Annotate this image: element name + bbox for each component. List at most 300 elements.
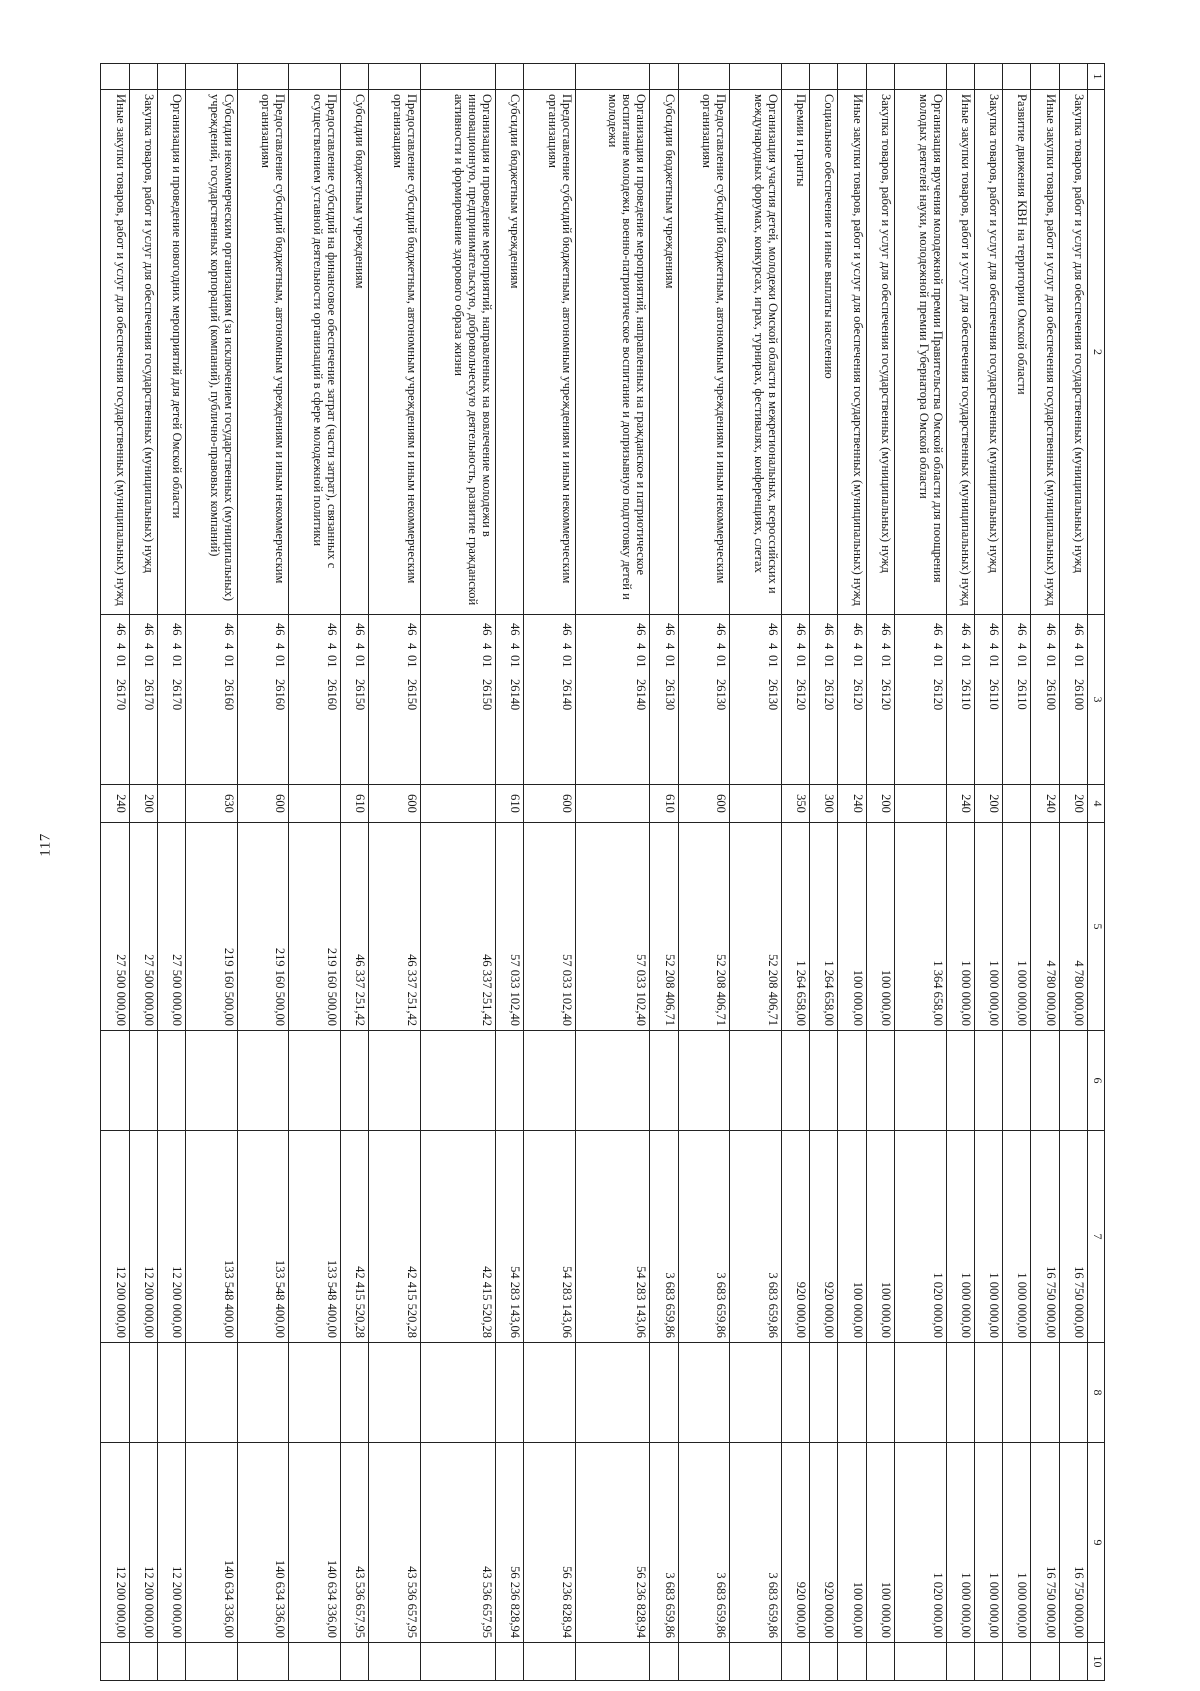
code-part: 26160 xyxy=(221,679,236,711)
code-part: 01 xyxy=(221,655,236,668)
row-index-cell xyxy=(974,64,1002,90)
code-part: 26140 xyxy=(634,679,649,711)
row-index-cell xyxy=(237,64,289,90)
expense-type-code xyxy=(895,785,947,823)
table-row xyxy=(1031,64,1059,1681)
amount-col-9: 56 236 828,94 xyxy=(495,1443,523,1643)
row-description: Предоставление субсидий бюджетным, автономным учреждениям и иным некоммерческим организациям xyxy=(237,90,289,615)
row-index-cell xyxy=(340,64,368,90)
row-description: Предоставление субсидий бюджетным, автономным учреждениям и иным некоммерческим организациям xyxy=(523,90,575,615)
code-part: 26170 xyxy=(113,679,128,711)
amount-col-10 xyxy=(101,1643,130,1681)
expense-type-code: 610 xyxy=(650,785,678,823)
code-part: 46 xyxy=(1015,623,1030,636)
amount-col-7: 3 683 659,86 xyxy=(650,1131,678,1343)
amount-col-10 xyxy=(523,1643,575,1681)
amount-col-9: 3 683 659,86 xyxy=(730,1443,782,1643)
row-index-cell xyxy=(678,64,730,90)
row-description: Организация участия детей, молодежи Омской области в межрегиональных, всероссийских и международных форумах, конкурсах, играх, турнирах, фестивалях, конференциях, слетах xyxy=(730,90,782,615)
amount-col-10 xyxy=(420,1643,495,1681)
expense-type-code xyxy=(1003,785,1031,823)
row-description: Субсидии бюджетным учреждениям xyxy=(495,90,523,615)
classification-code xyxy=(420,615,495,785)
amount-col-6 xyxy=(186,1031,238,1131)
code-part: 46 xyxy=(353,623,368,636)
code-part: 01 xyxy=(822,655,837,668)
column-header: 5 xyxy=(1088,823,1105,1031)
amount-col-7: 1 000 000,00 xyxy=(946,1131,974,1343)
amount-col-6 xyxy=(340,1031,368,1131)
amount-col-7: 12 200 000,00 xyxy=(129,1131,157,1343)
code-part: 01 xyxy=(930,655,945,668)
row-index-cell xyxy=(157,64,185,90)
expense-type-code: 610 xyxy=(340,785,368,823)
row-description: Закупка товаров, работ и услуг для обеспечения государственных (муниципальных) нужд xyxy=(1059,90,1087,615)
classification-code xyxy=(237,615,289,785)
code-part: 26150 xyxy=(404,679,419,711)
amount-col-5: 1 264 658,00 xyxy=(781,823,809,1031)
row-index-cell xyxy=(495,64,523,90)
amount-col-5: 1 364 658,00 xyxy=(895,823,947,1031)
code-part: 4 xyxy=(141,643,156,650)
table-row xyxy=(1003,64,1031,1681)
code-part: 46 xyxy=(958,623,973,636)
row-index-cell xyxy=(369,64,421,90)
code-part: 26120 xyxy=(822,679,837,711)
amount-col-7: 920 000,00 xyxy=(781,1131,809,1343)
expense-type-code xyxy=(289,785,341,823)
amount-col-10 xyxy=(866,1643,894,1681)
amount-col-8 xyxy=(289,1343,341,1443)
budget-table xyxy=(100,63,1105,1681)
row-index-cell xyxy=(838,64,866,90)
amount-col-9: 43 536 657,95 xyxy=(369,1443,421,1643)
row-description: Предоставление субсидий на финансовое обеспечение затрат (части затрат), связанных с осуществлением уставной деятельности организаций в сфере молодежной политики xyxy=(289,90,341,615)
row-index-cell xyxy=(289,64,341,90)
amount-col-8 xyxy=(157,1343,185,1443)
code-part: 46 xyxy=(221,623,236,636)
table-row xyxy=(129,64,157,1681)
classification-code xyxy=(810,615,838,785)
expense-type-code: 350 xyxy=(781,785,809,823)
table-row xyxy=(369,64,421,1681)
amount-col-8 xyxy=(420,1343,495,1443)
amount-col-10 xyxy=(340,1643,368,1681)
classification-code xyxy=(186,615,238,785)
expense-type-code xyxy=(157,785,185,823)
amount-col-9: 100 000,00 xyxy=(838,1443,866,1643)
column-header: 3 xyxy=(1088,615,1105,785)
amount-col-5: 1 264 658,00 xyxy=(810,823,838,1031)
code-part: 26160 xyxy=(273,679,288,711)
code-part: 46 xyxy=(479,623,494,636)
code-part: 4 xyxy=(930,643,945,650)
amount-col-7: 54 283 143,06 xyxy=(523,1131,575,1343)
code-part: 01 xyxy=(404,655,419,668)
code-part: 4 xyxy=(273,643,288,650)
expense-type-code: 200 xyxy=(129,785,157,823)
amount-col-9: 12 200 000,00 xyxy=(101,1443,130,1643)
expense-type-code: 240 xyxy=(838,785,866,823)
amount-col-9: 920 000,00 xyxy=(781,1443,809,1643)
classification-code xyxy=(650,615,678,785)
amount-col-8 xyxy=(237,1343,289,1443)
amount-col-6 xyxy=(866,1031,894,1131)
column-header: 9 xyxy=(1088,1443,1105,1643)
amount-col-8 xyxy=(838,1343,866,1443)
row-description: Организация и проведение мероприятий, направленных на вовлечение молодежи в инновационную, предпринимательскую, добровольческую деятельность, развитие гражданской активности и формирование здорового образа жизни xyxy=(420,90,495,615)
code-part: 01 xyxy=(1043,655,1058,668)
code-part: 4 xyxy=(221,643,236,650)
row-description: Развитие движения КВН на территории Омской области xyxy=(1003,90,1031,615)
amount-col-6 xyxy=(678,1031,730,1131)
code-part: 4 xyxy=(987,643,1002,650)
table-row xyxy=(1059,64,1087,1681)
row-index-cell xyxy=(1059,64,1087,90)
table-row xyxy=(157,64,185,1681)
amount-col-10 xyxy=(495,1643,523,1681)
code-part: 4 xyxy=(324,643,339,650)
code-part: 46 xyxy=(324,623,339,636)
amount-col-10 xyxy=(810,1643,838,1681)
row-index-cell xyxy=(866,64,894,90)
amount-col-10 xyxy=(186,1643,238,1681)
row-index-cell xyxy=(781,64,809,90)
code-part: 46 xyxy=(662,623,677,636)
amount-col-8 xyxy=(129,1343,157,1443)
code-part: 26110 xyxy=(1015,679,1030,710)
code-part: 4 xyxy=(1072,643,1086,650)
code-part: 46 xyxy=(273,623,288,636)
code-part: 26120 xyxy=(879,679,893,711)
expense-type-code xyxy=(730,785,782,823)
code-part: 4 xyxy=(170,643,185,650)
amount-col-5: 100 000,00 xyxy=(838,823,866,1031)
row-index-cell xyxy=(1003,64,1031,90)
code-part: 01 xyxy=(850,655,865,668)
amount-col-6 xyxy=(838,1031,866,1131)
amount-col-7: 16 750 000,00 xyxy=(1031,1131,1059,1343)
amount-col-9: 3 683 659,86 xyxy=(678,1443,730,1643)
table-row xyxy=(186,64,238,1681)
code-part: 26120 xyxy=(794,679,809,711)
amount-col-6 xyxy=(650,1031,678,1131)
table-row xyxy=(237,64,289,1681)
row-description: Иные закупки товаров, работ и услуг для обеспечения государственных (муниципальных) нужд xyxy=(946,90,974,615)
classification-code xyxy=(895,615,947,785)
amount-col-5: 100 000,00 xyxy=(866,823,894,1031)
amount-col-9: 56 236 828,94 xyxy=(575,1443,650,1643)
expense-type-code: 630 xyxy=(186,785,238,823)
amount-col-8 xyxy=(1031,1343,1059,1443)
amount-col-8 xyxy=(866,1343,894,1443)
code-part: 01 xyxy=(987,655,1002,668)
code-part: 46 xyxy=(113,623,128,636)
row-index-cell xyxy=(810,64,838,90)
amount-col-6 xyxy=(895,1031,947,1131)
amount-col-6 xyxy=(810,1031,838,1131)
code-part: 01 xyxy=(958,655,973,668)
code-part: 26120 xyxy=(850,679,865,711)
amount-col-8 xyxy=(1059,1343,1087,1443)
amount-col-7: 3 683 659,86 xyxy=(678,1131,730,1343)
column-header: 6 xyxy=(1088,1031,1105,1131)
expense-type-code: 200 xyxy=(866,785,894,823)
page-number: 117 xyxy=(37,833,54,857)
code-part: 4 xyxy=(479,643,494,650)
code-part: 4 xyxy=(958,643,973,650)
row-description: Иные закупки товаров, работ и услуг для обеспечения государственных (муниципальных) нужд xyxy=(1031,90,1059,615)
amount-col-7: 54 283 143,06 xyxy=(495,1131,523,1343)
classification-code xyxy=(730,615,782,785)
amount-col-9: 140 634 336,00 xyxy=(237,1443,289,1643)
classification-code xyxy=(946,615,974,785)
table-row xyxy=(810,64,838,1681)
code-part: 46 xyxy=(765,623,780,636)
table-row xyxy=(650,64,678,1681)
amount-col-10 xyxy=(678,1643,730,1681)
expense-type-code: 200 xyxy=(1059,785,1087,823)
classification-code xyxy=(781,615,809,785)
amount-col-6 xyxy=(575,1031,650,1131)
code-part: 4 xyxy=(507,643,522,650)
amount-col-5: 46 337 251,42 xyxy=(420,823,495,1031)
classification-code xyxy=(1003,615,1031,785)
code-part: 01 xyxy=(1015,655,1030,668)
amount-col-10 xyxy=(575,1643,650,1681)
classification-code xyxy=(523,615,575,785)
row-description: Иные закупки товаров, работ и услуг для обеспечения государственных (муниципальных) нужд xyxy=(101,90,130,615)
amount-col-5: 4 780 000,00 xyxy=(1031,823,1059,1031)
amount-col-5: 52 208 406,71 xyxy=(730,823,782,1031)
amount-col-9: 16 750 000,00 xyxy=(1031,1443,1059,1643)
classification-code xyxy=(1059,615,1087,785)
code-part: 01 xyxy=(765,655,780,668)
table-row xyxy=(101,64,130,1681)
amount-col-10 xyxy=(129,1643,157,1681)
row-description: Субсидии некоммерческим организациям (за исключением государственных (муниципальных) учреждений, государственных корпораций (компаний), публично-правовых компаний) xyxy=(186,90,238,615)
amount-col-7: 920 000,00 xyxy=(810,1131,838,1343)
classification-code xyxy=(340,615,368,785)
expense-type-code xyxy=(420,785,495,823)
amount-col-7: 12 200 000,00 xyxy=(157,1131,185,1343)
amount-col-6 xyxy=(369,1031,421,1131)
row-index-cell xyxy=(895,64,947,90)
amount-col-6 xyxy=(730,1031,782,1131)
amount-col-7: 100 000,00 xyxy=(838,1131,866,1343)
classification-code xyxy=(369,615,421,785)
code-part: 26160 xyxy=(324,679,339,711)
code-part: 01 xyxy=(714,655,729,668)
code-part: 46 xyxy=(1072,623,1086,636)
amount-col-10 xyxy=(289,1643,341,1681)
amount-col-6 xyxy=(781,1031,809,1131)
amount-col-10 xyxy=(1031,1643,1059,1681)
amount-col-9: 43 536 657,95 xyxy=(340,1443,368,1643)
code-part: 4 xyxy=(794,643,809,650)
column-header: 8 xyxy=(1088,1343,1105,1443)
classification-code xyxy=(1031,615,1059,785)
table-row xyxy=(340,64,368,1681)
code-part: 01 xyxy=(113,655,128,668)
amount-col-9: 1 020 000,00 xyxy=(895,1443,947,1643)
amount-col-8 xyxy=(730,1343,782,1443)
table-row xyxy=(838,64,866,1681)
amount-col-10 xyxy=(974,1643,1002,1681)
table-row xyxy=(895,64,947,1681)
row-index-cell xyxy=(523,64,575,90)
row-index-cell xyxy=(420,64,495,90)
amount-col-9: 140 634 336,00 xyxy=(289,1443,341,1643)
row-index-cell xyxy=(730,64,782,90)
expense-type-code: 240 xyxy=(101,785,130,823)
amount-col-9: 100 000,00 xyxy=(866,1443,894,1643)
code-part: 46 xyxy=(850,623,865,636)
row-description: Предоставление субсидий бюджетным, автономным учреждениям и иным некоммерческим организациям xyxy=(678,90,730,615)
amount-col-5: 57 033 102,40 xyxy=(523,823,575,1031)
code-part: 01 xyxy=(507,655,522,668)
amount-col-5: 1 000 000,00 xyxy=(974,823,1002,1031)
amount-col-5: 219 160 500,00 xyxy=(289,823,341,1031)
row-index-cell xyxy=(650,64,678,90)
amount-col-5: 27 500 000,00 xyxy=(101,823,130,1031)
expense-type-code: 300 xyxy=(810,785,838,823)
table-row xyxy=(289,64,341,1681)
expense-type-code: 600 xyxy=(523,785,575,823)
table-row xyxy=(946,64,974,1681)
row-description: Закупка товаров, работ и услуг для обеспечения государственных (муниципальных) нужд xyxy=(974,90,1002,615)
code-part: 46 xyxy=(822,623,837,636)
amount-col-5: 4 780 000,00 xyxy=(1059,823,1087,1031)
amount-col-9: 920 000,00 xyxy=(810,1443,838,1643)
row-description: Предоставление субсидий бюджетным, автономным учреждениям и иным некоммерческим организациям xyxy=(369,90,421,615)
code-part: 26110 xyxy=(958,679,973,710)
amount-col-5: 52 208 406,71 xyxy=(650,823,678,1031)
code-part: 26150 xyxy=(479,679,494,711)
amount-col-8 xyxy=(340,1343,368,1443)
amount-col-9: 1 000 000,00 xyxy=(974,1443,1002,1643)
classification-code xyxy=(495,615,523,785)
amount-col-8 xyxy=(678,1343,730,1443)
amount-col-9: 12 200 000,00 xyxy=(129,1443,157,1643)
amount-col-9: 140 634 336,00 xyxy=(186,1443,238,1643)
code-part: 01 xyxy=(324,655,339,668)
amount-col-6 xyxy=(495,1031,523,1131)
classification-code xyxy=(678,615,730,785)
code-part: 46 xyxy=(634,623,649,636)
code-part: 46 xyxy=(141,623,156,636)
table-row xyxy=(575,64,650,1681)
code-part: 01 xyxy=(1072,655,1086,668)
amount-col-7: 100 000,00 xyxy=(866,1131,894,1343)
code-part: 46 xyxy=(987,623,1002,636)
amount-col-5: 46 337 251,42 xyxy=(340,823,368,1031)
amount-col-6 xyxy=(1003,1031,1031,1131)
rotated-table-wrapper xyxy=(100,63,1105,1680)
amount-col-10 xyxy=(781,1643,809,1681)
amount-col-9: 12 200 000,00 xyxy=(157,1443,185,1643)
code-part: 26170 xyxy=(170,679,185,711)
code-part: 01 xyxy=(353,655,368,668)
amount-col-8 xyxy=(650,1343,678,1443)
code-part: 01 xyxy=(662,655,677,668)
row-description: Закупка товаров, работ и услуг для обеспечения государственных (муниципальных) нужд xyxy=(129,90,157,615)
code-part: 46 xyxy=(170,623,185,636)
amount-col-6 xyxy=(1031,1031,1059,1131)
amount-col-8 xyxy=(974,1343,1002,1443)
code-part: 4 xyxy=(1043,643,1058,650)
row-description: Премии и гранты xyxy=(781,90,809,615)
amount-col-8 xyxy=(895,1343,947,1443)
code-part: 01 xyxy=(141,655,156,668)
table-row xyxy=(523,64,575,1681)
amount-col-7: 42 415 520,28 xyxy=(420,1131,495,1343)
amount-col-6 xyxy=(237,1031,289,1131)
table-row xyxy=(974,64,1002,1681)
code-part: 4 xyxy=(822,643,837,650)
amount-col-6 xyxy=(1059,1031,1087,1131)
code-part: 4 xyxy=(559,643,574,650)
code-part: 46 xyxy=(1043,623,1058,636)
code-part: 46 xyxy=(930,623,945,636)
code-part: 4 xyxy=(634,643,649,650)
column-header: 10 xyxy=(1088,1643,1105,1681)
table-row xyxy=(866,64,894,1681)
amount-col-6 xyxy=(289,1031,341,1131)
amount-col-7: 3 683 659,86 xyxy=(730,1131,782,1343)
amount-col-5: 27 500 000,00 xyxy=(129,823,157,1031)
code-part: 46 xyxy=(879,623,893,636)
amount-col-5: 27 500 000,00 xyxy=(157,823,185,1031)
code-part: 01 xyxy=(479,655,494,668)
amount-col-10 xyxy=(1003,1643,1031,1681)
amount-col-9: 16 750 000,00 xyxy=(1059,1443,1087,1643)
amount-col-8 xyxy=(495,1343,523,1443)
code-part: 4 xyxy=(714,643,729,650)
amount-col-5: 57 033 102,40 xyxy=(575,823,650,1031)
code-part: 26100 xyxy=(1072,679,1086,711)
classification-code xyxy=(974,615,1002,785)
row-description: Организация и проведение мероприятий, направленных на гражданское и патриотическое воспитание молодежи, военно-патриотическое воспитание и допризывную подготовку детей и молодежи xyxy=(575,90,650,615)
amount-col-5: 219 160 500,00 xyxy=(237,823,289,1031)
table-row xyxy=(781,64,809,1681)
code-part: 26130 xyxy=(714,679,729,711)
amount-col-10 xyxy=(838,1643,866,1681)
code-part: 26130 xyxy=(765,679,780,711)
expense-type-code: 240 xyxy=(946,785,974,823)
table-body xyxy=(101,64,1088,1681)
code-part: 4 xyxy=(850,643,865,650)
table-row xyxy=(495,64,523,1681)
amount-col-10 xyxy=(157,1643,185,1681)
amount-col-5: 219 160 500,00 xyxy=(186,823,238,1031)
amount-col-5: 1 000 000,00 xyxy=(946,823,974,1031)
amount-col-8 xyxy=(1003,1343,1031,1443)
amount-col-9: 1 000 000,00 xyxy=(946,1443,974,1643)
amount-col-5: 46 337 251,42 xyxy=(369,823,421,1031)
code-part: 01 xyxy=(794,655,809,668)
amount-col-8 xyxy=(101,1343,130,1443)
amount-col-7: 133 548 400,00 xyxy=(289,1131,341,1343)
amount-col-10 xyxy=(1059,1643,1087,1681)
expense-type-code: 610 xyxy=(495,785,523,823)
amount-col-6 xyxy=(157,1031,185,1131)
amount-col-9: 3 683 659,86 xyxy=(650,1443,678,1643)
amount-col-10 xyxy=(650,1643,678,1681)
column-header: 1 xyxy=(1088,64,1105,90)
amount-col-6 xyxy=(420,1031,495,1131)
code-part: 26100 xyxy=(1043,679,1058,711)
